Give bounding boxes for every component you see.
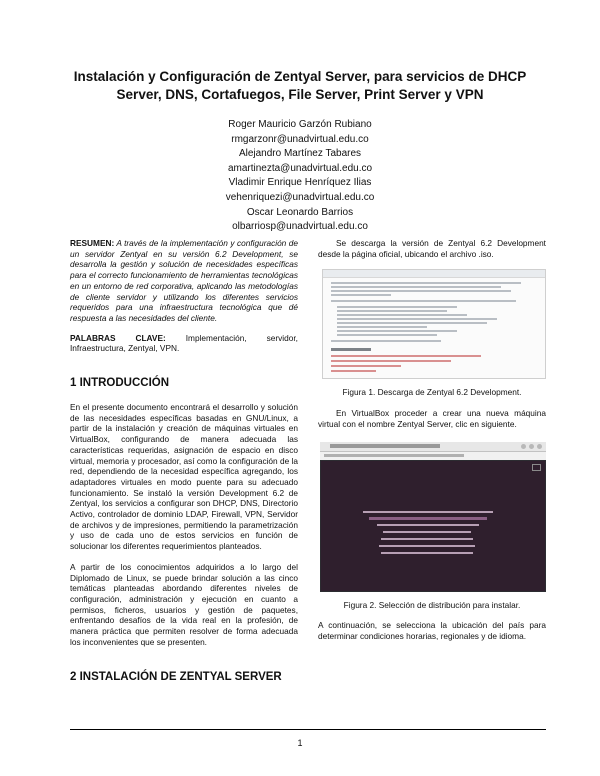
left-column — [70, 238, 298, 684]
author-name: Oscar Leonardo Barrios — [246, 206, 354, 218]
right-paragraph-1: Se descarga la versión de Zentyal 6.2 Development desde la página oficial, ubicando el archivo .iso. — [318, 238, 546, 259]
paper-title: Instalación y Configuración de Zentyal Server, para servicios de DHCP Server, DNS, Cortafuegos, File Server, Print Server y VPN — [73, 69, 527, 102]
right-paragraph-3: A continuación, se selecciona la ubicación del país para determinar condiciones horarias, regionales y de idioma. — [318, 620, 546, 641]
author-email: vehenriquezi@unadvirtual.edu.co — [225, 191, 375, 203]
author-email: rmgarzonr@unadvirtual.edu.co — [231, 133, 369, 145]
intro-paragraph-1: En el presente documento encontrará el desarrollo y solución de las necesidades específicas basadas en GNU/Linux, a partir de la instalación y creación de máquinas virtuales en VirtualBox, configurando de manera adecuada las características requeridas, asignación de espacio en disco virtual, memoria y procesador, así como la configuración de la red, dependiendo de la necesidad específica agregando, los adaptadores virtuales en modo puente para su adecuado funcionamiento. Se instaló la versión Development 6.2 de Zentyal, los servicios a configurar son DHCP, DNS, Directorio Activo, controlador de dominio LDAP, Firewall, VPN, Servidor de archivos y de impresiones, permitiendo la parametrización y uso de cada uno de estos servicios en función de solucionar los diferentes requerimientos planteados. — [70, 402, 298, 552]
keywords-label: PALABRAS CLAVE: — [70, 332, 166, 343]
keywords-text: Implementación, servidor, Infraestructura, Zentyal, VPN. — [70, 332, 298, 354]
abstract-text: A través de la implementación y configuración de un servidor Zentyal en su versión 6.2 Development, se desarrolla la gestión y solución de necesidades específicas para el correcto funcionamiento de herramientas tecnológicas en un entorno de red corporativa, aplicando las metodologías de cliente servidor y utilizando los diferentes servicios requeridos para una infraestructura tecnológica que dé respuesta a las necesidades del cliente. — [70, 238, 298, 323]
section-heading-installation: 2 INSTALACIÓN DE ZENTYAL SERVER — [70, 670, 282, 683]
abstract-label: RESUMEN: — [70, 238, 115, 248]
author-name: Roger Mauricio Garzón Rubiano — [228, 119, 372, 130]
right-paragraph-2: En VirtualBox proceder a crear una nueva máquina virtual con el nombre Zentyal Server, clic en siguiente. — [318, 408, 546, 429]
keywords — [70, 333, 298, 354]
author-email: amartinezta@unadvirtual.edu.co — [227, 162, 373, 174]
abstract — [70, 238, 298, 324]
figure-1-caption: Figura 1. Descarga de Zentyal 6.2 Development. — [342, 387, 522, 398]
figure-1-download-screenshot — [322, 269, 546, 379]
intro-paragraph-2: A partir de los conocimientos adquiridos a lo largo del Diplomado de Linux, se puede brindar solución a las cinco temáticas planteadas abordando diferentes niveles de configuración, administración y ejecución en cuanto a permisos, ficheros, usuarios y gestión de paquetes, enfrentando desafíos de la vida real en la profesión, de manera práctica que permiten resolver de forma adecuada los inconvenientes que se presenten. — [70, 561, 298, 647]
right-column — [318, 238, 546, 642]
page-number: 1 — [297, 738, 303, 748]
author-name: Vladimir Enrique Henríquez Ilias — [228, 177, 372, 189]
author-email: olbarriosp@unadvirtual.edu.co — [232, 221, 368, 233]
figure-2-caption: Figura 2. Selección de distribución para instalar. — [343, 599, 521, 610]
author-block — [150, 118, 450, 235]
section-heading-introduction: 1 INTRODUCCIÓN — [70, 377, 170, 390]
footer-rule — [70, 729, 546, 730]
author-name: Alejandro Martínez Tabares — [238, 148, 362, 160]
figure-2-virtualbox-screenshot — [320, 442, 546, 592]
